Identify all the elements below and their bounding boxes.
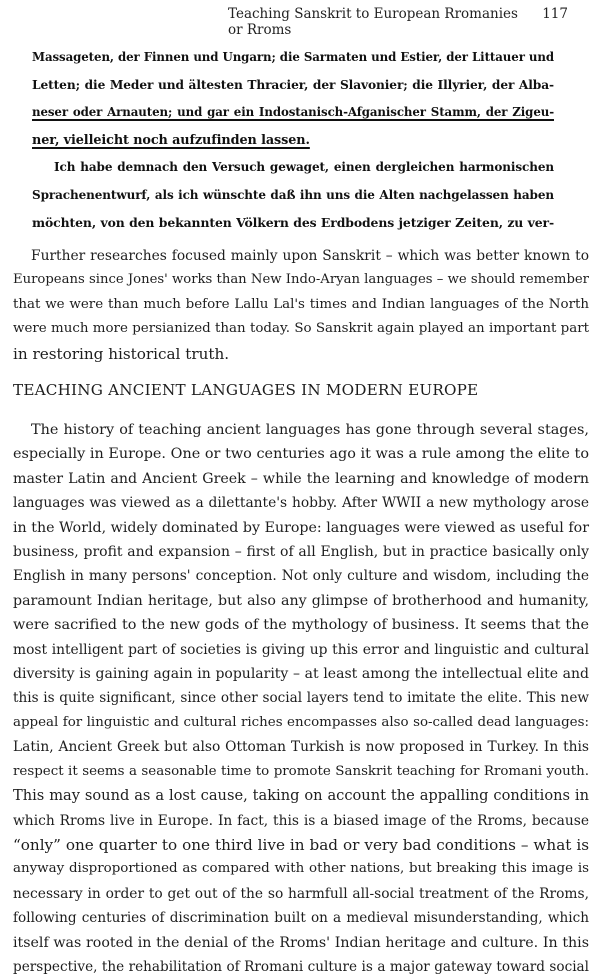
text-line: in restoring historical truth. (13, 344, 230, 363)
text-line: appeal for linguistic and cultural riches encompasses also so-called dead languages: (13, 714, 589, 730)
text-line: “only” one quarter to one third live in bad or very bad conditions – what is (13, 835, 589, 854)
text-line: Further researches focused mainly upon Sanskrit – which was better known to (31, 248, 589, 264)
text-line: This may sound as a lost cause, taking on account the appalling conditions in (13, 787, 589, 805)
text-line: this is quite significant, since other social layers tend to imitate the elite. This new (13, 690, 589, 707)
text-line: in the World, widely dominated by Europe: languages were viewed as useful for (13, 519, 589, 536)
fraktur-line: Letten; die Meder und ältesten Thracier, der Slavonier; die Illyrier, der Alba- (32, 77, 554, 92)
text-line: anyway disproportioned as compared with other nations, but breaking this image is (13, 861, 589, 877)
text-line: necessary in order to get out of the so harmfull all-social treatment of the Rroms, (13, 885, 589, 902)
text-line: diversity is gaining again in popularity – at least among the intellectual elite and (13, 666, 589, 683)
fraktur-line-underlined: ner, vielleicht noch aufzufinden lassen. (32, 132, 310, 148)
running-head (228, 6, 568, 38)
text-line: that we were than much before Lallu Lal's times and Indian languages of the North (13, 296, 589, 312)
text-line: which Rroms live in Europe. In fact, this is a biased image of the Rroms, because (13, 812, 589, 829)
fraktur-line: möchten, von den bekannten Völkern des Erdbodens jetziger Zeiten, zu ver- (32, 215, 554, 230)
fraktur-line: Sprachenentwurf, als ich wünschte daß ihn uns die Alten nachgelassen haben (32, 187, 554, 202)
page-number: 117 (542, 6, 568, 22)
paragraph-history-of-teaching (13, 418, 589, 979)
text-line: English in many persons' conception. Not only culture and wisdom, including the (13, 568, 589, 585)
fraktur-line: Ich habe demnach den Versuch gewaget, einen dergleichen harmonischen (54, 160, 554, 174)
text-line: following centuries of discrimination built on a medieval misunderstanding, which (13, 910, 589, 927)
text-line: The history of teaching ancient languages has gone through several stages, (31, 422, 589, 438)
text-line: languages was viewed as a dilettante's hobby. After WWII a new mythology arose (13, 495, 589, 512)
text-line: perspective, the rehabilitation of Rromani culture is a major gateway toward social (13, 958, 589, 975)
text-line: were sacrified to the new gods of the mythology of business. It seems that the (13, 617, 589, 634)
section-heading: TEACHING ANCIENT LANGUAGES IN MODERN EUROPE (13, 381, 479, 399)
text-line: respect it seems a seasonable time to promote Sanskrit teaching for Rromani youth. (13, 763, 589, 779)
fraktur-line: Massageten, der Finnen und Ungarn; die Sarmaten und Estier, der Littauer und (32, 50, 554, 64)
text-line: business, profit and expansion – first of all English, but in practice basically only (13, 544, 589, 561)
text-line: Latin, Ancient Greek but also Ottoman Turkish is now proposed in Turkey. In this (13, 739, 589, 756)
text-line: most intelligent part of societies is giving up this error and linguistic and cultural (13, 641, 589, 658)
text-line: master Latin and Ancient Greek – while the learning and knowledge of modern (13, 470, 589, 487)
running-title: Teaching Sanskrit to European Rromanies or Rroms (228, 6, 518, 38)
fraktur-quote-block (32, 44, 554, 237)
fraktur-line-underlined: neser oder Arnauten; und gar ein Indostanisch-Afganischer Stamm, der Zigeu- (32, 105, 554, 119)
paragraph-further-researches (13, 244, 589, 366)
text-line: Europeans since Jones' works than New Indo-Aryan languages – we should remember (13, 272, 589, 288)
text-line: itself was rooted in the denial of the Rroms' Indian heritage and culture. In this (13, 934, 589, 951)
text-line: especially in Europe. One or two centuries ago it was a rule among the elite to (13, 446, 589, 463)
text-line: were much more persianized than today. So Sanskrit again played an important part (13, 321, 589, 337)
text-line: paramount Indian heritage, but also any glimpse of brotherhood and humanity, (13, 592, 589, 609)
